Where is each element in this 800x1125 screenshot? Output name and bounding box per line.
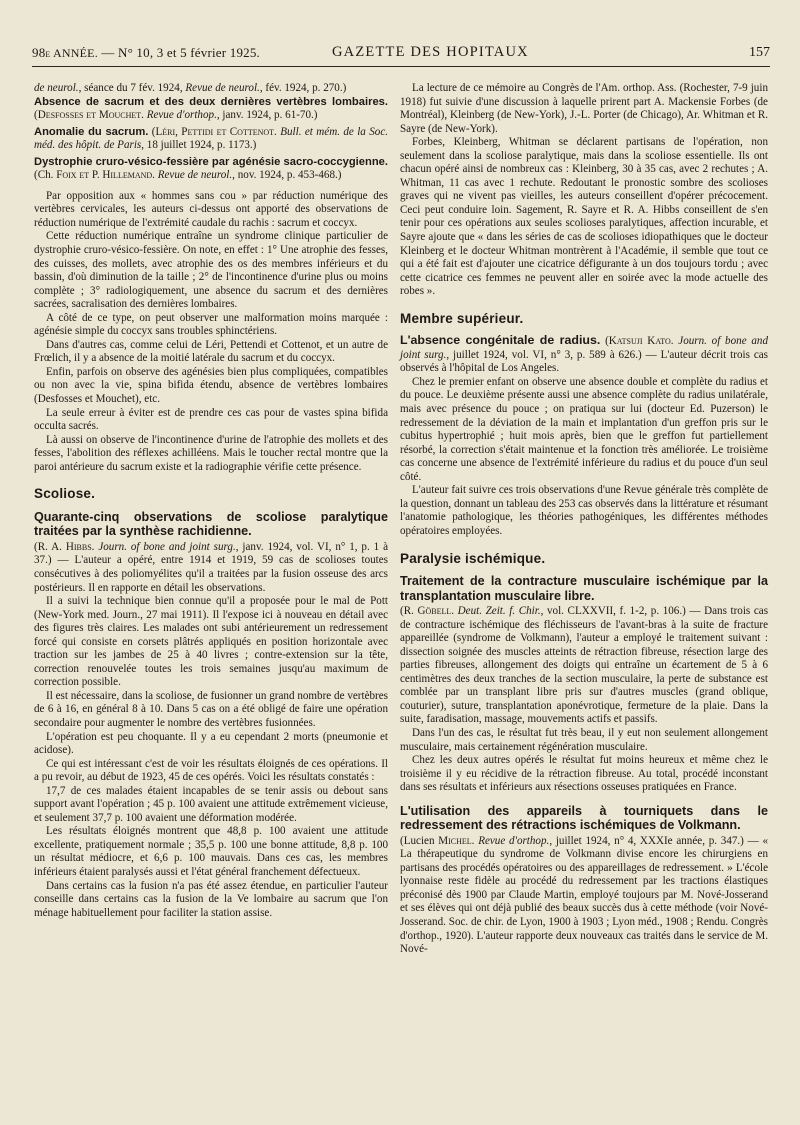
body-paragraph: Il a suivi la technique bien connue qu'il a proposée pour le mal de Pott (New-York med. Journ., 27 mai 1911). Il l'expose ici à nouveau en détail avec des figures très claires. Les malades ont subi antérieurement un redressement forcé qui consiste en corsets plâtrés appliqués en position horizontale avec traction sur les jambes de 25 à 40 livres ; contre-extension sur la tête, correction renouvelée toutes les trois semaines jusqu'au maximum de correction possible. bbox=[34, 595, 388, 689]
issue-year-suffix: e ANNÉE. bbox=[45, 46, 98, 60]
body-paragraph: Il est nécessaire, dans la scoliose, de fusionner un grand nombre de vertèbres de 6 à 16, en général 8 à 10. Dans 5 cas on a été obligé de faire une opération secondaire pour augmenter le nombre des vertèbres fusionnées. bbox=[34, 689, 388, 729]
right-column bbox=[400, 82, 768, 957]
body-paragraph: Par opposition aux « hommes sans cou » par réduction numérique des vertèbres cervicales, les auteurs ci-dessus ont apporté des observations de réduction numérique de l'extrémité caudale du rachis : sacrum et coccyx. bbox=[34, 189, 388, 229]
running-header bbox=[32, 40, 770, 67]
section-heading-scoliose: Scoliose. bbox=[34, 486, 96, 502]
section-heading-membre-superieur: Membre supérieur. bbox=[400, 310, 524, 326]
body-paragraph: La seule erreur à éviter est de prendre ces cas pour de vastes spina bifida occulta sacrés. bbox=[34, 406, 388, 433]
article-reference: L'absence congénitale de radius. (Katsuji Kato. Journ. of bone and joint surg., juillet 1924, vol. VI, n° 3, p. 589 à 626.) — L'auteur décrit trois cas observés à l'hôpital de Los Angeles. bbox=[400, 333, 769, 375]
issue-info bbox=[32, 45, 260, 61]
body-paragraph: La lecture de ce mémoire au Congrès de l'Am. orthop. Ass. (Rochester, 7-9 juin 1918) fut suivie d'une discussion à laquelle prirent part A. Mackensie Forbes (de Montréal), Kleinberg (de New-York), J.-L. Porter (de Chicago), Ar. Whitman et R. Sayre (de New-York). bbox=[400, 82, 768, 135]
article-reference: (R. A. Hibbs. Journ. of bone and joint surg., janv. 1924, vol. VI, n° 1, p. 1 à 37.) — L'auteur a opéré, entre 1914 et 1919, 59 cas de scolioses toutes consécutives à des poliomyélites qu'il a traitées par la fusion osseuse des arcs postérieurs. Il en rapporte en détail les observations. bbox=[34, 540, 388, 594]
body-paragraph: Cette réduction numérique entraîne un syndrome clinique particulier de dystrophie cruro-vésico-fessière. On note, en effet : 1° Une atrophie des fesses, des cuisses, des mollets, avec atrophie des os des membres inférieurs et du bassin, d'où diminution de la taille ; 2° de l'incontinence d'urine plus ou moins complète ; 3° radiologiquement, une absence du sacrum et des dernières sacrées, sacralisation des dernières lombaires. bbox=[34, 230, 388, 311]
body-paragraph: Dans d'autres cas, comme celui de Léri, Pettendi et Cottenot, et un autre de Frœlich, il y a absence de la moitié latérale du sacrum et du coccyx. bbox=[34, 338, 388, 365]
body-paragraph: L'auteur fait suivre ces trois observations d'une Revue générale très complète de la question, donnant un tableau des 253 cas observés dans la littérature et résumant l'anatomie pathologique, les théories pathogéniques, les différentes méthodes opératoires employées. bbox=[400, 484, 768, 537]
continued-reference: de neurol., séance du 7 fév. 1924, Revue de neurol., fév. 1924, p. 270.) bbox=[34, 82, 347, 94]
page-number: 157 bbox=[749, 45, 770, 60]
issue-number: — N° 10, 3 et 5 février 1925. bbox=[101, 45, 261, 60]
left-column bbox=[34, 82, 388, 920]
issue-year: 98 bbox=[32, 45, 46, 60]
section-heading-paralysie: Paralysie ischémique. bbox=[400, 550, 546, 566]
body-paragraph: Là aussi on observe de l'incontinence d'urine de l'atrophie des mollets et des fesses, l'abolition des réflexes achilléens. Mais le toucher rectal montre que la paroi antérieure du sacrum existe et la radiographie vérifie cette présence. bbox=[34, 433, 388, 473]
bibliography-entry: Dystrophie cruro-vésico-fessière par agénésie sacro-coccygienne. (Ch. Foix et P. Hillemand. Revue de neurol., nov. 1924, p. 453-468.) bbox=[34, 155, 388, 182]
body-paragraph: L'opération est peu choquante. Il y a eu cependant 2 morts (pneumonie et acidose). bbox=[34, 730, 388, 757]
body-paragraph: Ce qui est intéressant c'est de voir les résultats éloignés de ces opérations. Il a pu revoir, au début de 1923, 45 de ces opérés. Voici les résultats constatés : bbox=[34, 757, 388, 784]
article-title: Traitement de la contracture musculaire ischémique par la transplantation musculaire libre. bbox=[400, 574, 768, 603]
body-paragraph: 17,7 de ces malades étaient incapables de se tenir assis ou debout sans support avant l'opération ; 45 p. 100 avaient une attitude extrêmement vicieuse, et seulement 37,7 p. 100 avaient une déformation modérée. bbox=[34, 784, 388, 824]
body-paragraph: Enfin, parfois on observe des agénésies bien plus compliquées, compatibles ou non avec la vie, spina bifida étendu, absence de vertèbres lombaires (Desfosses et Mouchet), etc. bbox=[34, 365, 388, 406]
body-paragraph: Dans certains cas la fusion n'a pas été assez étendue, en particulier l'auteur conseille dans certains cas la fusion de la Ve lombaire au sacrum que l'on ménage habituellement pour faciliter la station assise. bbox=[34, 879, 388, 919]
body-paragraph: Les résultats éloignés montrent que 48,8 p. 100 avaient une attitude excellente, pratiquement normale ; 35,5 p. 100 une bonne attitude, 8,8 p. 100 un résultat médiocre, et 6,6 p. 100 mauvais. Dans ces cas, les membres inférieurs étaient paralysés aussi et l'état général franchement défectueux. bbox=[34, 825, 388, 878]
body-paragraph: Dans l'un des cas, le résultat fut très beau, il y eut non seulement allongement musculaire, mais certainement régénération musculaire. bbox=[400, 726, 768, 753]
article-reference: (R. Göbell. Deut. Zeit. f. Chir., vol. CLXXVII, f. 1-2, p. 106.) — Dans trois cas de contracture ischémique des fléchisseurs de l'avant-bras à la suite de fracture appareillée (syndrome de Volkmann), l'auteur a employé le traitement suivant : dissection soignée des muscles atteints de rétraction fibreuse, résection large des parties fibreuses, allongement des doigts qui entraîne un écartement de 5 à 6 centimètres des deux tranches de la section musculaire, la perte de substance est comblée par un transplant libre pris sur d'autres muscles (grand oblique, couturier), suture, transplantation aponévrotique, fermeture de la plaie. Dans la suite, faradisation, massage, mouvements actifs et passifs. bbox=[400, 605, 769, 726]
journal-title: GAZETTE DES HOPITAUX bbox=[332, 44, 529, 60]
body-paragraph: Forbes, Kleinberg, Whitman se déclarent partisans de l'opération, non seulement dans la scoliose paralytique, mais dans la scoliose essentielle. Ils ont chacun opéré ainsi de nombreux cas : Kleinberg, 30 à 35 cas, avec 2 rechutes ; A. Whitman, 11 cas avec 1 rechute. Redoutant le pronostic sombre des scolioses graves qui ne vivent pas vieilles, les auteurs conseillent d'opérer précocement. Ceci peut conduire loin. Sagement, R. Sayre et R. A. Hibbs conseillent de s'en tenir pour ces opérations aux seules scolioses paralytiques, affection incurable, et Sayre ajoute que « dans les séries de cas de scolioses idiopathiques que le docteur Kleinberg et le docteur Whitman montrèrent à l'Académie, il semble que tout ce qui a été fait est d'ajouter une cicatrice défigurante à un dos toujours tordu ; avec cette cicatrice ces femmes ne peuvent aller en soirée avec la mode actuelle des robes ». bbox=[400, 136, 768, 298]
article-title: L'utilisation des appareils à tourniquets dans le redressement des rétractions ischémiques de Volkmann. bbox=[400, 803, 768, 833]
body-paragraph: A côté de ce type, on peut observer une malformation moins marquée : agénésie simple du coccyx sans troubles sphinctériens. bbox=[34, 311, 388, 338]
article-title: Quarante-cinq observations de scoliose paralytique traitées par la synthèse rachidienne. bbox=[34, 509, 388, 539]
bibliography-entry: Anomalie du sacrum. (Léri, Pettidi et Cottenot. Bull. et mém. de la Soc. méd. des hôpit. de Paris, 18 juillet 1924, p. 1173.) bbox=[34, 125, 389, 152]
bibliography-entry: Absence de sacrum et des deux dernières vertèbres lombaires. (Desfosses et Mouchet. Revue d'orthop., janv. 1924, p. 61-70.) bbox=[34, 95, 388, 122]
body-paragraph: Chez les deux autres opérés le résultat fut moins heureux et même chez le troisième il y eu récidive de la rétraction fibreuse. Au total, procédé inconstant dans ses résultats et inférieurs aux résections osseuses pratiquées en France. bbox=[400, 754, 768, 794]
article-reference: (Lucien Michel. Revue d'orthop., juillet 1924, n° 4, XXXIe année, p. 347.) — « La thérapeutique du syndrome de Volkmann divise encore les chirurgiens en partisans des procédés opératoires ou des appareillages de redressement. » L'école lyonnaise reste fidèle au procédé du redressement par les tractions élastiques préconisé dès 1900 par Claude Martin, employé toujours par M. Nové-Josserand et ses élèves qui ont déjà publié des beaux succès dus à cette méthode (voir Nové-Josserand. Soc. de chir. de Lyon, 1900 à 1903 ; Lyon méd., 1908 ; Rendu. Congrès d'orthop., 1920). L'auteur rapporte deux nouveaux cas traités dans le service de M. Nové- bbox=[400, 834, 769, 956]
body-paragraph: Chez le premier enfant on observe une absence double et complète du radius et du pouce. Le deuxième présente aussi une absence complète du radius unilatérale, mais avec présence du pouce ; on pratiqua sur lui (docteur Ed. Puzerson) le redressement de la déviation de la main et implantation d'un greffon pris sur le cubitus hypertrophié ; huit mois après, bien que le greffon fut partiellement résorbé, la correction s'était maintenue et la fonction très améliorée. Le troisième cas concerne une absence de l'extrémité inférieure du radius et du pouce d'un seul côté. bbox=[400, 375, 768, 483]
